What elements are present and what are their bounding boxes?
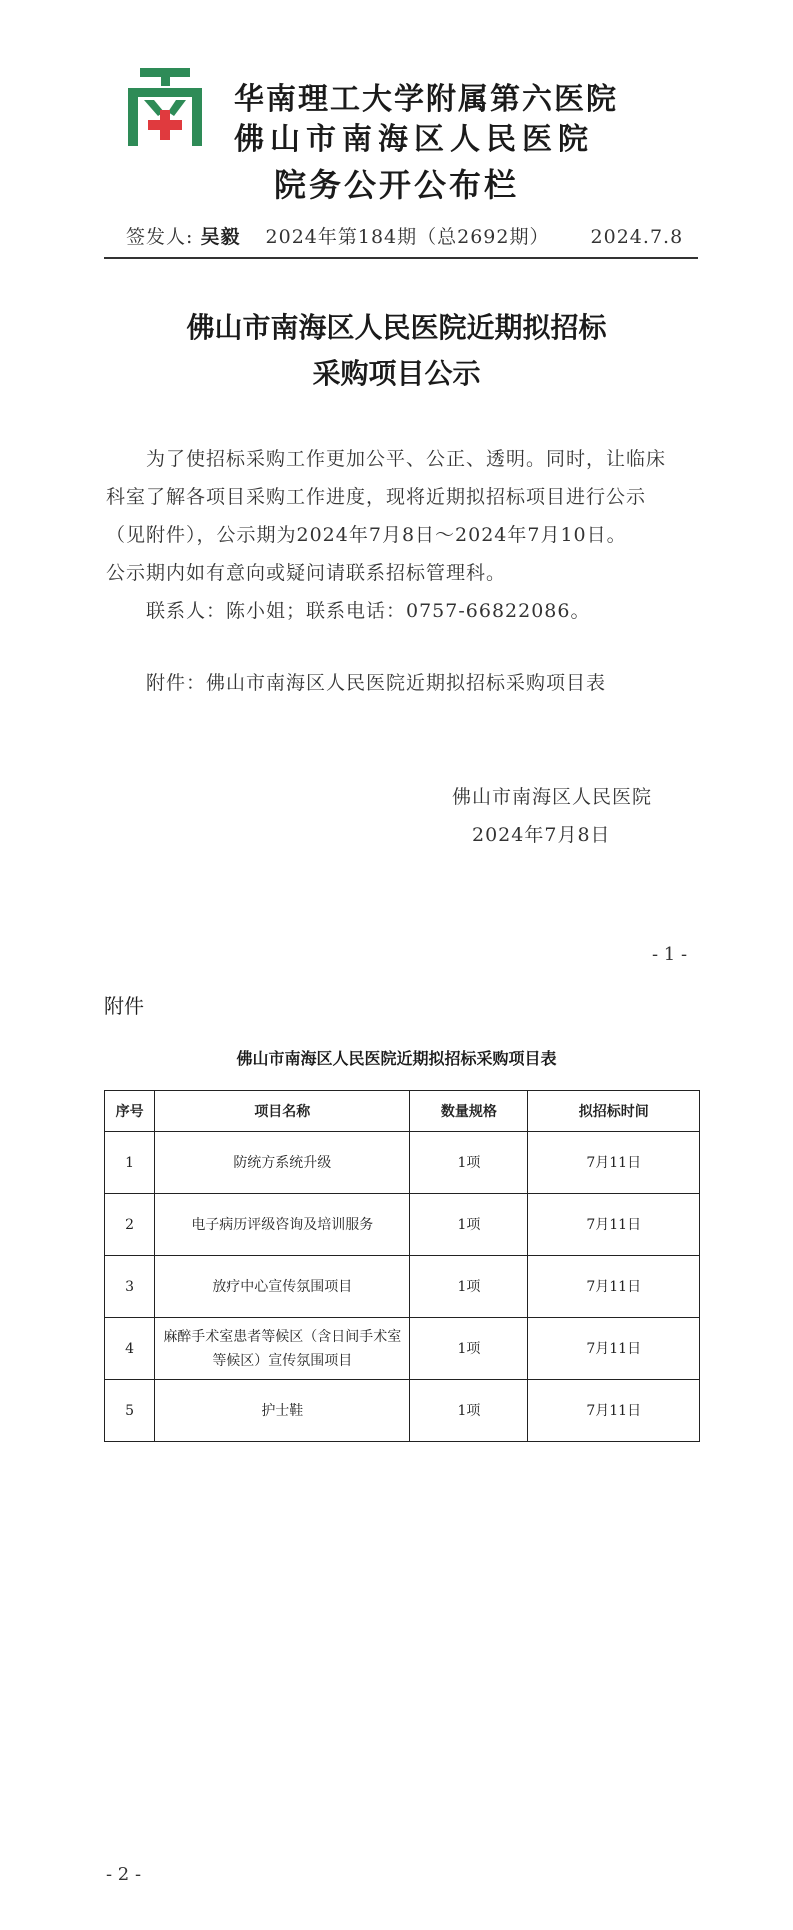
signer-name: 吴毅 [200,226,241,248]
cell-quantity: 1项 [410,1194,528,1256]
cell-time: 7月11日 [528,1318,700,1380]
sign-line [126,222,683,249]
table-row [105,1132,700,1194]
cell-time: 7月11日 [528,1194,700,1256]
cell-index: 1 [105,1132,155,1194]
hospital-name-line1: 华南理工大学附属第六医院 [234,82,618,117]
cell-index: 5 [105,1380,155,1442]
cell-name: 麻醉手术室患者等候区（含日间手术室等候区）宣传氛围项目 [155,1318,410,1380]
cell-quantity: 1项 [410,1256,528,1318]
column-header-time: 拟招标时间 [528,1091,700,1132]
column-header-index: 序号 [105,1091,155,1132]
cell-quantity: 1项 [410,1318,528,1380]
cell-index: 2 [105,1194,155,1256]
table-row [105,1194,700,1256]
cell-index: 4 [105,1318,155,1380]
notice-title-line2: 采购项目公示 [312,357,481,390]
cell-name: 防统方系统升级 [155,1132,410,1194]
table-title: 佛山市南海区人民医院近期拟招标采购项目表 [236,1049,557,1068]
attachment-note: 附件：佛山市南海区人民医院近期拟招标采购项目表 [146,672,607,694]
procurement-table [104,1090,700,1442]
sign-label: 签发人: [126,226,194,248]
issue-date: 2024.7.8 [590,226,684,248]
notice-title-line1: 佛山市南海区人民医院近期拟招标 [186,311,607,344]
page-number: - 1 - [652,944,688,965]
notice-paragraph-line: （见附件），公示期为2024年7月8日～2024年7月10日。 [106,524,627,546]
issue-number: 2024年第184期（总2692期） [265,226,550,248]
notice-body [106,440,696,630]
contact-info: 联系人：陈小姐；联系电话：0757-66822086。 [146,600,591,622]
cell-quantity: 1项 [410,1132,528,1194]
cell-index: 3 [105,1256,155,1318]
signoff-org: 佛山市南海区人民医院 [452,786,653,808]
cell-time: 7月11日 [528,1132,700,1194]
header-divider [104,257,698,259]
cell-name: 电子病历评级咨询及培训服务 [155,1194,410,1256]
cell-time: 7月11日 [528,1256,700,1318]
cell-time: 7月11日 [528,1380,700,1442]
attachment-label: 附件 [104,994,144,1018]
table-row [105,1256,700,1318]
table-row [105,1318,700,1380]
hospital-logo-icon [124,66,206,148]
table-row [105,1380,700,1442]
notice-paragraph-line: 科室了解各项目采购工作进度，现将近期拟招标项目进行公示 [106,486,647,508]
cell-name: 放疗中心宣传氛围项目 [155,1256,410,1318]
cell-quantity: 1项 [410,1380,528,1442]
signoff-date: 2024年7月8日 [472,824,611,846]
notice-paragraph-line: 为了使招标采购工作更加公平、公正、透明。同时，让临床 [146,448,667,470]
board-title: 院务公开公布栏 [273,166,519,204]
hospital-name-line2: 佛山市南海区人民医院 [234,122,594,157]
notice-paragraph-line: 公示期内如有意向或疑问请联系招标管理科。 [106,562,507,584]
column-header-quantity: 数量规格 [410,1091,528,1132]
page-number: - 2 - [106,1864,142,1885]
cell-name: 护士鞋 [155,1380,410,1442]
table-header-row [105,1091,700,1132]
column-header-name: 项目名称 [155,1091,410,1132]
